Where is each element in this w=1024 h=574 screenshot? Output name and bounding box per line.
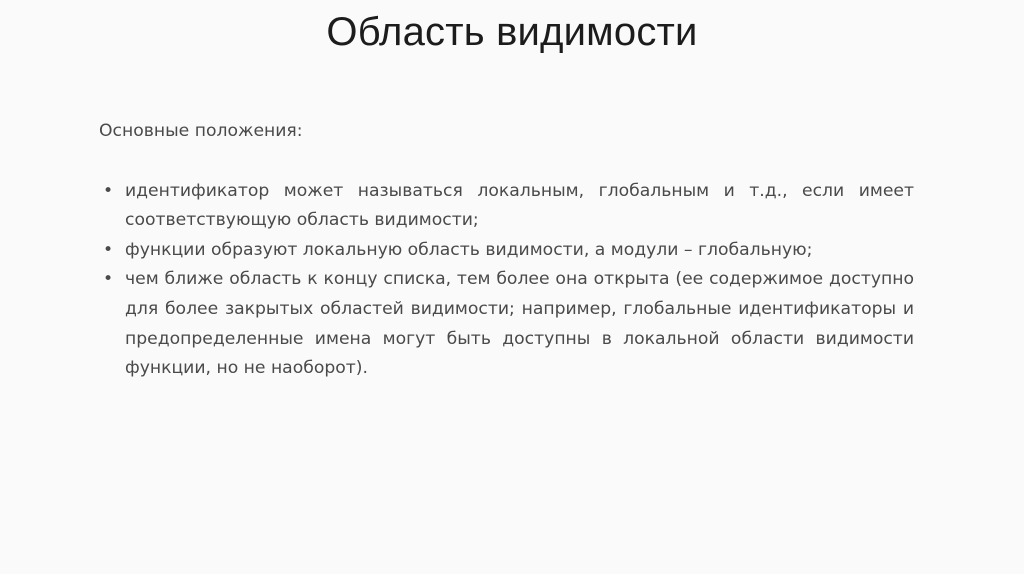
list-item-text: функции образуют локальную область видимости, а модули – глобальную; bbox=[125, 239, 813, 260]
bullet-icon: • bbox=[103, 269, 114, 290]
intro-text: Основные положения: bbox=[99, 121, 303, 141]
list-item-text: чем ближе область к концу списка, тем более она открыта (ее содержимое доступно для более закрытых областей видимости; например, глобальные идентификаторы и предопределенные имена могут быть доступны в локальной области видимости функции, но не наоборот). bbox=[125, 269, 914, 379]
list-item bbox=[99, 177, 914, 236]
slide-title: Область видимости bbox=[326, 10, 698, 54]
list-item bbox=[99, 236, 914, 266]
slide-content bbox=[99, 117, 914, 384]
bullet-list bbox=[99, 177, 914, 384]
bullet-icon: • bbox=[103, 239, 114, 260]
list-item bbox=[99, 265, 914, 383]
list-item-text: идентификатор может называться локальным, глобальным и т.д., если имеет соответствующую область видимости; bbox=[125, 180, 914, 231]
bullet-icon: • bbox=[103, 180, 114, 201]
